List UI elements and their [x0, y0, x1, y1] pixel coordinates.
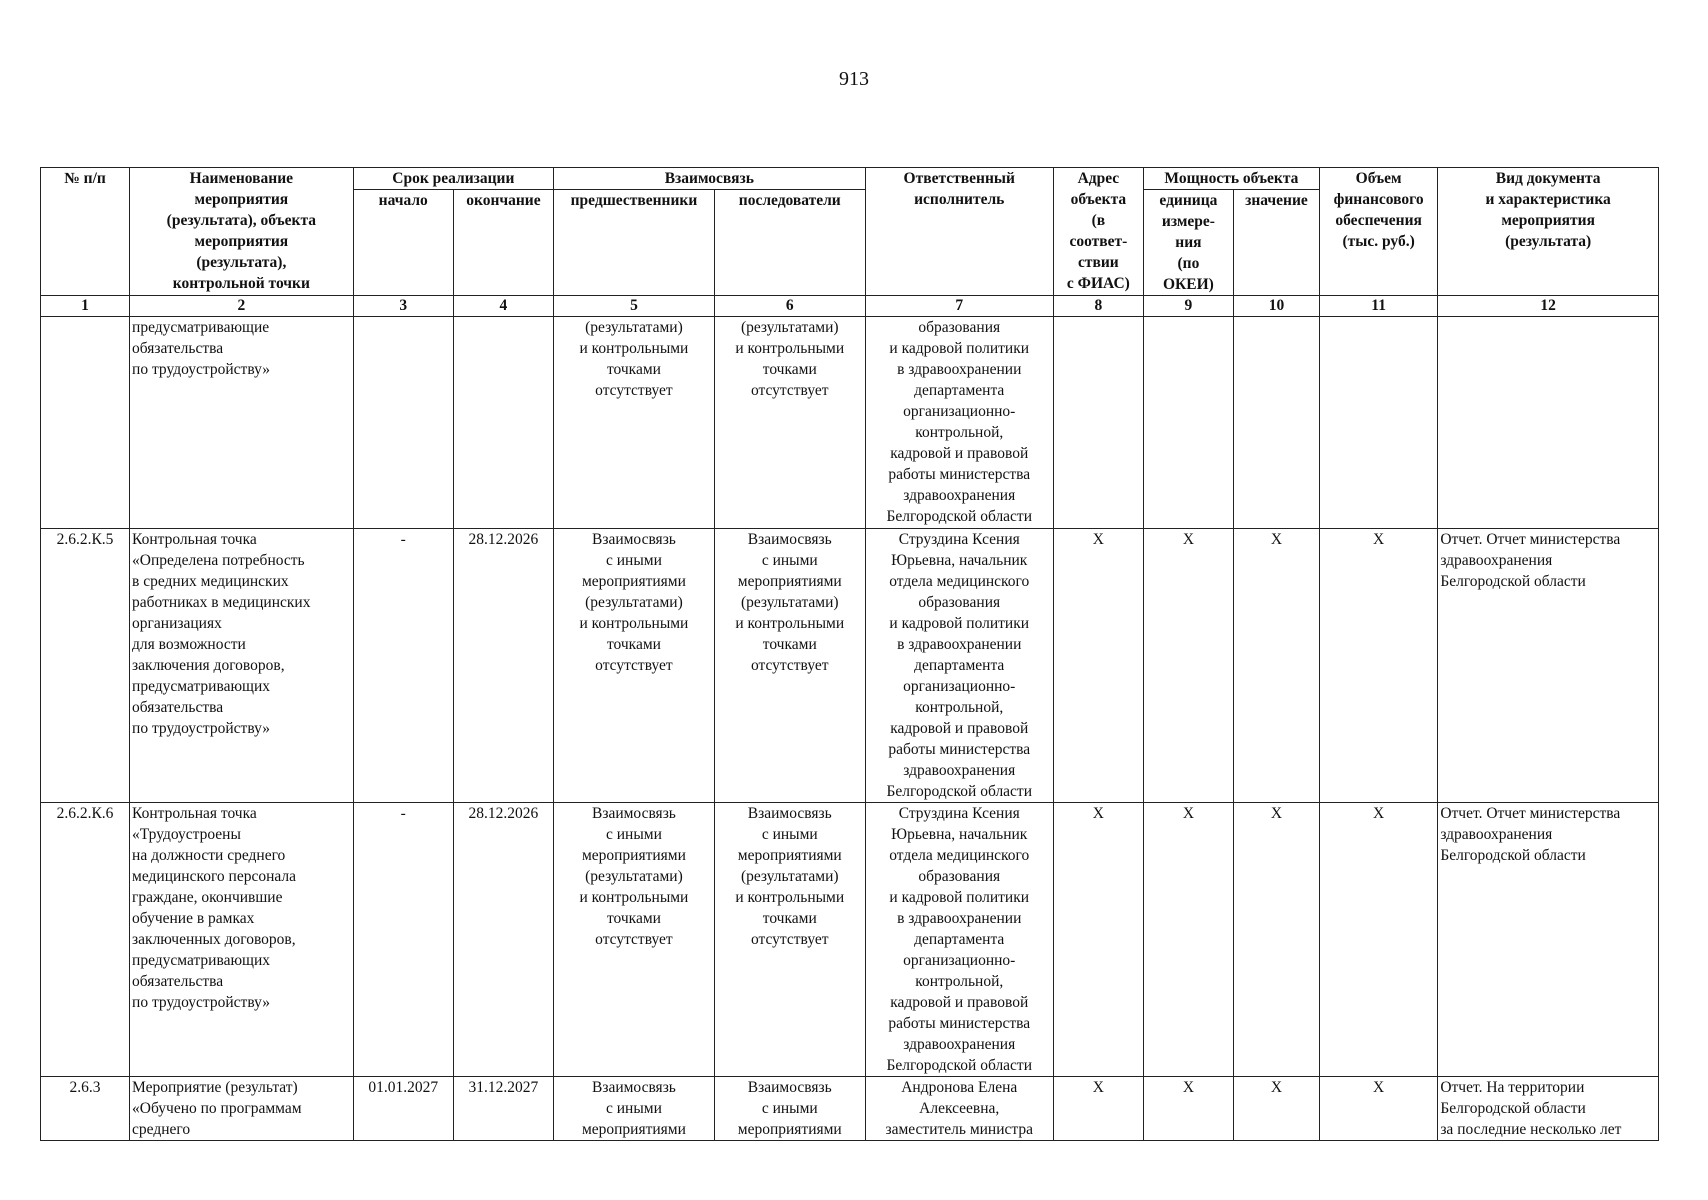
- cell-line: Андронова Елена: [901, 1079, 1018, 1096]
- cell-line: точками: [606, 361, 661, 378]
- cell-line: здравоохранения: [903, 1036, 1016, 1053]
- cell-end: 28.12.2026: [453, 529, 553, 803]
- cell-line: Взаимосвязь: [591, 531, 676, 548]
- cell-finance: X: [1319, 803, 1437, 1077]
- cell-line: Белгородской области: [1440, 847, 1586, 864]
- cell-line: кадровой и правовой: [890, 994, 1029, 1011]
- cell-start: [353, 317, 453, 529]
- cell-line: Струздина Ксения: [898, 531, 1020, 548]
- cell-line: отсутствует: [595, 382, 673, 399]
- column-number: 5: [554, 296, 715, 317]
- header-finance: [1319, 168, 1437, 296]
- page-number: 913: [839, 68, 869, 90]
- cell-line: (результата): [1505, 233, 1592, 250]
- cell-line: контрольной,: [915, 424, 1004, 441]
- cell-responsible: [865, 803, 1053, 1077]
- cell-start: -: [353, 529, 453, 803]
- cell-line: Объем: [1355, 170, 1402, 187]
- cell-line: по трудоустройству»: [132, 994, 270, 1011]
- cell-address: X: [1053, 803, 1143, 1077]
- cell-line: мероприятиями: [581, 847, 686, 864]
- cell-line: Контрольная точка: [132, 531, 257, 548]
- cell-unit: [1143, 317, 1233, 529]
- cell-successors: [714, 803, 865, 1077]
- cell-line: точками: [606, 636, 661, 653]
- cell-line: Взаимосвязь: [591, 805, 676, 822]
- cell-line: по трудоустройству»: [132, 720, 270, 737]
- cell-predecessors: [554, 803, 715, 1077]
- cell-line: работы министерства: [888, 741, 1031, 758]
- cell-responsible: [865, 529, 1053, 803]
- cell-line: в средних медицинских: [132, 573, 289, 590]
- cell-line: департамента: [914, 382, 1005, 399]
- cell-line: точками: [762, 361, 817, 378]
- header-capacity: Мощность объекта: [1143, 168, 1319, 190]
- cell-line: с иными: [761, 552, 818, 569]
- cell-line: в здравоохранении: [897, 361, 1022, 378]
- cell-name: [130, 803, 354, 1077]
- cell-successors: [714, 529, 865, 803]
- cell-line: кадровой и правовой: [890, 445, 1029, 462]
- cell-line: организационно-: [903, 952, 1016, 969]
- cell-line: мероприятиями: [581, 573, 686, 590]
- column-number-row: [41, 296, 1659, 317]
- cell-predecessors: [554, 529, 715, 803]
- cell-line: Вид документа: [1495, 170, 1601, 187]
- cell-line: единица: [1159, 192, 1218, 209]
- cell-line: Наименование: [189, 170, 294, 187]
- cell-line: с иными: [761, 1100, 818, 1117]
- cell-unit: X: [1143, 803, 1233, 1077]
- column-number: 1: [41, 296, 130, 317]
- cell-line: Струздина Ксения: [898, 805, 1020, 822]
- cell-line: предусматривающих: [132, 678, 271, 695]
- cell-line: Взаимосвязь: [747, 1079, 832, 1096]
- cell-num: 2.6.2.К.5: [41, 529, 130, 803]
- cell-line: Контрольная точка: [132, 805, 257, 822]
- cell-line: здравоохранения: [903, 487, 1016, 504]
- cell-line: (по: [1177, 255, 1200, 272]
- cell-line: за последние несколько лет: [1440, 1121, 1622, 1138]
- cell-name: [130, 1077, 354, 1141]
- cell-line: мероприятиями: [737, 573, 842, 590]
- cell-line: с иными: [761, 826, 818, 843]
- cell-name: [130, 317, 354, 529]
- cell-line: финансового: [1333, 191, 1424, 208]
- cell-line: образования: [918, 594, 1001, 611]
- cell-line: (результатами): [740, 319, 839, 336]
- cell-line: работы министерства: [888, 1015, 1031, 1032]
- cell-line: здравоохранения: [903, 762, 1016, 779]
- cell-num: 2.6.3: [41, 1077, 130, 1141]
- header-link: Взаимосвязь: [554, 168, 866, 190]
- column-number: 11: [1319, 296, 1437, 317]
- cell-num: 2.6.2.К.6: [41, 803, 130, 1077]
- cell-line: Юрьевна, начальник: [891, 826, 1028, 843]
- table-row: [41, 1077, 1659, 1141]
- cell-num: [41, 317, 130, 529]
- cell-line: «Обучено по программам: [132, 1100, 302, 1117]
- cell-line: кадровой и правовой: [890, 720, 1029, 737]
- cell-line: Алексеевна,: [919, 1100, 1000, 1117]
- cell-line: Отчет. Отчет министерства: [1440, 531, 1621, 548]
- cell-line: образования: [918, 868, 1001, 885]
- cell-value: X: [1233, 1077, 1319, 1141]
- header-end: окончание: [453, 190, 553, 296]
- cell-line: объекта: [1070, 191, 1127, 208]
- cell-end: 31.12.2027: [453, 1077, 553, 1141]
- cell-line: и контрольными: [579, 889, 689, 906]
- cell-line: предусматривающих: [132, 952, 271, 969]
- cell-line: мероприятия: [1501, 212, 1595, 229]
- cell-value: X: [1233, 803, 1319, 1077]
- cell-line: контрольной,: [915, 699, 1004, 716]
- cell-line: (в: [1091, 212, 1106, 229]
- header-responsible: [865, 168, 1053, 296]
- cell-line: департамента: [914, 931, 1005, 948]
- cell-line: с иными: [606, 552, 662, 569]
- cell-line: здравоохранения: [1440, 826, 1553, 843]
- cell-line: с иными: [606, 826, 662, 843]
- cell-line: и контрольными: [579, 340, 689, 357]
- cell-line: Отчет. На территории: [1440, 1079, 1585, 1096]
- cell-address: X: [1053, 1077, 1143, 1141]
- cell-line: обеспечения: [1335, 212, 1422, 229]
- cell-line: и кадровой политики: [889, 340, 1030, 357]
- header-num: № п/п: [41, 168, 130, 296]
- cell-line: контрольной точки: [172, 275, 310, 292]
- cell-line: ствии: [1078, 254, 1119, 271]
- column-number: 6: [714, 296, 865, 317]
- cell-predecessors: [554, 1077, 715, 1141]
- cell-line: по трудоустройству»: [132, 361, 270, 378]
- cell-line: Белгородской области: [886, 508, 1033, 525]
- column-number: 2: [130, 296, 354, 317]
- cell-line: Взаимосвязь: [747, 805, 832, 822]
- cell-responsible: [865, 317, 1053, 529]
- table-row: [41, 529, 1659, 803]
- cell-line: с ФИАС): [1066, 275, 1130, 292]
- cell-finance: [1319, 317, 1437, 529]
- cell-line: работниках в медицинских: [132, 594, 311, 611]
- cell-line: с иными: [606, 1100, 662, 1117]
- cell-unit: X: [1143, 529, 1233, 803]
- cell-line: (результатами): [585, 868, 683, 885]
- header-name: [130, 168, 354, 296]
- cell-line: ния: [1175, 234, 1202, 251]
- cell-line: заключенных договоров,: [132, 931, 296, 948]
- cell-start: -: [353, 803, 453, 1077]
- header-start: начало: [353, 190, 453, 296]
- cell-doc: [1438, 529, 1659, 803]
- cell-line: точками: [606, 910, 661, 927]
- cell-line: измере-: [1161, 213, 1215, 230]
- cell-line: точками: [762, 910, 817, 927]
- cell-line: исполнитель: [914, 191, 1005, 208]
- cell-line: и характеристика: [1485, 191, 1611, 208]
- cell-responsible: [865, 1077, 1053, 1141]
- cell-address: X: [1053, 529, 1143, 803]
- cell-line: и кадровой политики: [889, 889, 1030, 906]
- column-number: 4: [453, 296, 553, 317]
- table-row: [41, 803, 1659, 1077]
- cell-line: контрольной,: [915, 973, 1004, 990]
- cell-line: и контрольными: [735, 340, 845, 357]
- header-value: значение: [1233, 190, 1319, 296]
- cell-line: среднего: [132, 1121, 191, 1138]
- cell-line: организациях: [132, 615, 222, 632]
- cell-finance: X: [1319, 1077, 1437, 1141]
- cell-address: [1053, 317, 1143, 529]
- cell-line: и контрольными: [735, 615, 845, 632]
- cell-line: отсутствует: [750, 657, 829, 674]
- cell-line: ОКЕИ): [1162, 276, 1214, 293]
- cell-line: заключения договоров,: [132, 657, 285, 674]
- cell-doc: [1438, 317, 1659, 529]
- header-unit: [1143, 190, 1233, 296]
- table-header: [41, 168, 1659, 317]
- cell-line: (результата), объекта: [166, 212, 317, 229]
- cell-unit: X: [1143, 1077, 1233, 1141]
- cell-line: предусматривающие: [132, 319, 270, 336]
- cell-line: (результатами): [740, 594, 839, 611]
- cell-line: (тыс. руб.): [1342, 233, 1415, 250]
- cell-line: отсутствует: [595, 931, 673, 948]
- cell-line: организационно-: [903, 678, 1016, 695]
- cell-line: в здравоохранении: [897, 910, 1022, 927]
- cell-line: на должности среднего: [132, 847, 286, 864]
- cell-predecessors: [554, 317, 715, 529]
- cell-line: отсутствует: [750, 931, 829, 948]
- cell-doc: [1438, 1077, 1659, 1141]
- cell-line: точками: [762, 636, 817, 653]
- cell-line: обязательства: [132, 973, 224, 990]
- cell-line: отсутствует: [595, 657, 673, 674]
- plan-table: [40, 167, 1659, 1141]
- cell-line: Адрес: [1077, 170, 1120, 187]
- cell-line: мероприятия: [194, 233, 289, 250]
- cell-successors: [714, 317, 865, 529]
- cell-line: мероприятиями: [737, 1121, 842, 1138]
- cell-line: для возможности: [132, 636, 246, 653]
- cell-line: обязательства: [132, 699, 224, 716]
- cell-line: отдела медицинского: [889, 573, 1030, 590]
- cell-line: мероприятия: [194, 191, 289, 208]
- cell-line: (результата),: [196, 254, 287, 271]
- header-doc: [1438, 168, 1659, 296]
- cell-line: медицинского персонала: [132, 868, 297, 885]
- cell-line: Белгородской области: [1440, 573, 1586, 590]
- cell-doc: [1438, 803, 1659, 1077]
- cell-line: мероприятиями: [581, 1121, 686, 1138]
- table-row: [41, 317, 1659, 529]
- cell-line: организационно-: [903, 403, 1016, 420]
- column-number: 3: [353, 296, 453, 317]
- cell-line: здравоохранения: [1440, 552, 1553, 569]
- cell-line: департамента: [914, 657, 1005, 674]
- cell-line: Взаимосвязь: [591, 1079, 676, 1096]
- cell-line: Ответственный: [903, 170, 1015, 187]
- column-number: 10: [1233, 296, 1319, 317]
- column-number: 9: [1143, 296, 1233, 317]
- cell-line: и контрольными: [579, 615, 689, 632]
- cell-line: соответ-: [1069, 233, 1128, 250]
- cell-line: Белгородской области: [1440, 1100, 1586, 1117]
- cell-line: в здравоохранении: [897, 636, 1022, 653]
- cell-finance: X: [1319, 529, 1437, 803]
- cell-start: 01.01.2027: [353, 1077, 453, 1141]
- cell-line: обязательства: [132, 340, 224, 357]
- cell-line: отсутствует: [750, 382, 829, 399]
- header-predecessors: предшественники: [554, 190, 715, 296]
- cell-line: Белгородской области: [886, 783, 1033, 800]
- cell-line: обучение в рамках: [132, 910, 255, 927]
- cell-line: (результатами): [585, 319, 683, 336]
- cell-line: граждане, окончившие: [132, 889, 283, 906]
- cell-end: 28.12.2026: [453, 803, 553, 1077]
- cell-line: «Определена потребность: [132, 552, 305, 569]
- cell-name: [130, 529, 354, 803]
- cell-line: заместитель министра: [885, 1121, 1033, 1138]
- cell-line: Взаимосвязь: [747, 531, 832, 548]
- header-address: [1053, 168, 1143, 296]
- cell-line: «Трудоустроены: [132, 826, 241, 843]
- cell-line: Отчет. Отчет министерства: [1440, 805, 1621, 822]
- cell-line: и контрольными: [735, 889, 845, 906]
- column-number: 8: [1053, 296, 1143, 317]
- cell-value: [1233, 317, 1319, 529]
- cell-line: и кадровой политики: [889, 615, 1030, 632]
- cell-line: отдела медицинского: [889, 847, 1030, 864]
- cell-line: мероприятиями: [737, 847, 842, 864]
- column-number: 7: [865, 296, 1053, 317]
- header-successors: последователи: [714, 190, 865, 296]
- cell-end: [453, 317, 553, 529]
- header-period: Срок реализации: [353, 168, 553, 190]
- cell-line: Белгородской области: [886, 1057, 1033, 1074]
- cell-line: (результатами): [585, 594, 683, 611]
- cell-line: Мероприятие (результат): [132, 1079, 298, 1096]
- cell-line: работы министерства: [888, 466, 1031, 483]
- cell-line: Юрьевна, начальник: [891, 552, 1028, 569]
- cell-line: (результатами): [740, 868, 839, 885]
- column-number: 12: [1438, 296, 1659, 317]
- cell-line: образования: [918, 319, 1001, 336]
- cell-value: X: [1233, 529, 1319, 803]
- cell-successors: [714, 1077, 865, 1141]
